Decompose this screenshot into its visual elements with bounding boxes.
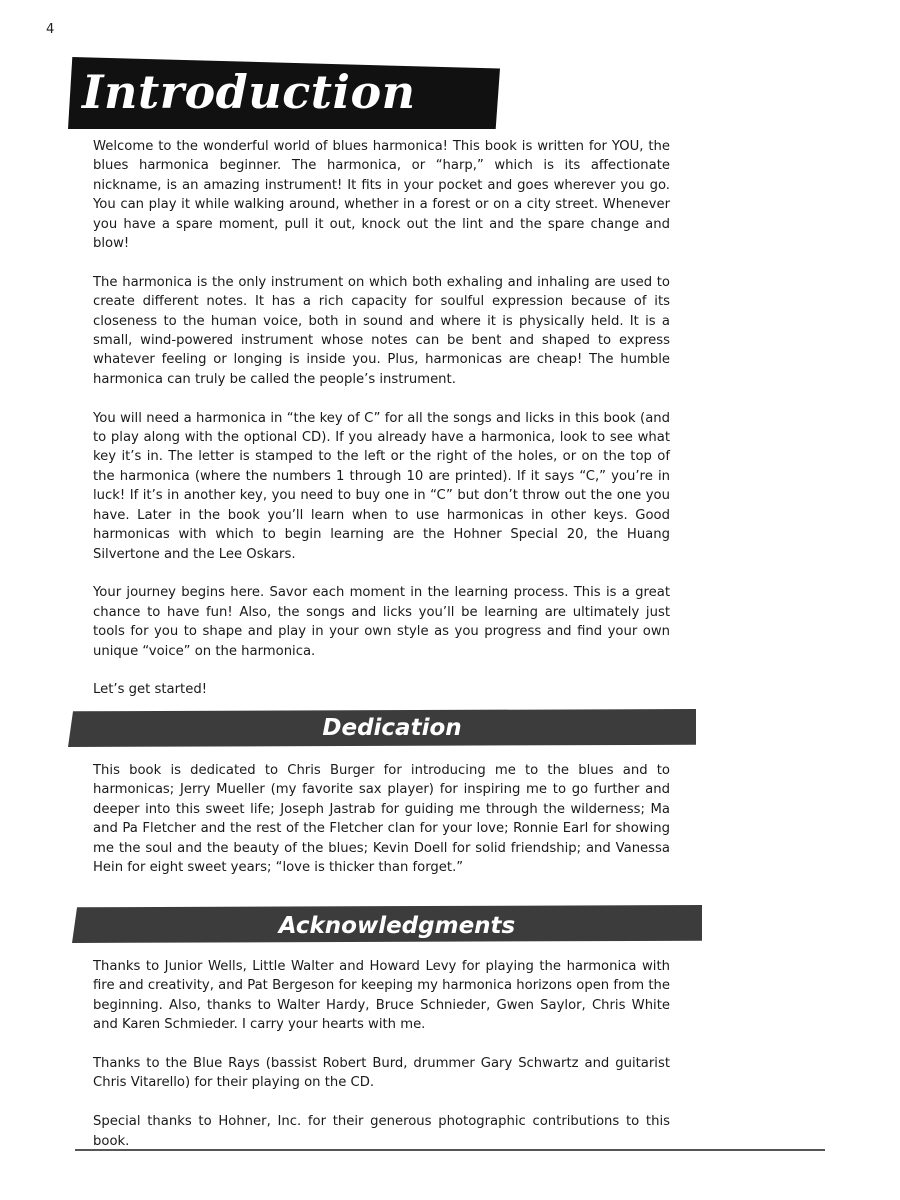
acknowledgments-paragraph: Special thanks to Hohner, Inc. for their generous photographic contributions to this book. bbox=[93, 1114, 670, 1149]
dedication-heading: Dedication bbox=[322, 715, 462, 741]
introduction-heading: Introduction bbox=[82, 65, 416, 119]
introduction-paragraph: Let’s get started! bbox=[93, 682, 207, 698]
acknowledgments-paragraph: Thanks to the Blue Rays (bassist Robert Burd, drummer Gary Schwartz and guitarist Chris Vitarello) for their playing on the CD. bbox=[93, 1056, 670, 1091]
dedication-paragraph: This book is dedicated to Chris Burger for introducing me to the blues and to harmonicas; Jerry Mueller (my favorite sax player) for inspiring me to go further and deeper into this sweet life; Joseph Jastrab for guiding me through the wilderness; Ma and Pa Fletcher and the rest of the Fletcher clan for your love; Ronnie Earl for showing me the soul and the beauty of the blues; Kevin Doell for solid friendship; and Vanessa Hein for eight sweet years; “love is thicker than forget.” bbox=[93, 763, 670, 876]
acknowledgments-paragraph: Thanks to Junior Wells, Little Walter and Howard Levy for playing the harmonica with fire and creativity, and Pat Bergeson for keeping my harmonica horizons open from the beginning. Also, thanks to Walter Hardy, Bruce Schnieder, Gwen Saylor, Chris White and Karen Schmieder. I carry your hearts with me. bbox=[93, 959, 670, 1033]
dedication-body bbox=[93, 761, 670, 877]
introduction-paragraph: Welcome to the wonderful world of blues harmonica! This book is written for YOU, the blues harmonica beginner. The harmonica, or “harp,” which is its affectionate nickname, is an amazing instrument! It fits in your pocket and goes wherever you go. You can play it while walking around, whether in a forest or on a city street. Whenever you have a spare moment, pull it out, knock out the lint and the spare change and blow! bbox=[93, 139, 670, 252]
introduction-paragraph: Your journey begins here. Savor each moment in the learning process. This is a great chance to have fun! Also, the songs and licks you’ll be learning are ultimately just tools for you to shape and play in your own style as you progress and find your own unique “voice” on the harmonica. bbox=[93, 585, 670, 659]
acknowledgments-heading: Acknowledgments bbox=[278, 913, 516, 939]
introduction-paragraph: The harmonica is the only instrument on which both exhaling and inhaling are used to create different notes. It has a rich capacity for soulful expression because of its closeness to the human voice, both in sound and where it is physically held. It is a small, wind-powered instrument whose notes can be bent and shaped to express whatever feeling or longing is inside you. Plus, harmonicas are cheap! The humble harmonica can truly be called the people’s instrument. bbox=[93, 274, 670, 387]
introduction-paragraph: You will need a harmonica in “the key of C” for all the songs and licks in this book (and to play along with the optional CD). If you already have a harmonica, look to see what key it’s in. The letter is stamped to the left or the right of the holes, or on the top of the harmonica (where the numbers 1 through 10 are printed). If it says “C,” you’re in luck! If it’s in another key, you need to buy one in “C” but don’t throw out the one you have. Later in the book you’ll learn when to use harmonicas in other keys. Good harmonicas with which to begin learning are the Hohner Special 20, the Huang Silvertone and the Lee Oskars. bbox=[93, 410, 670, 562]
footer-divider bbox=[75, 1149, 825, 1151]
acknowledgments-body bbox=[93, 957, 670, 1151]
page-number: 4 bbox=[46, 22, 55, 37]
introduction-body bbox=[93, 137, 670, 700]
